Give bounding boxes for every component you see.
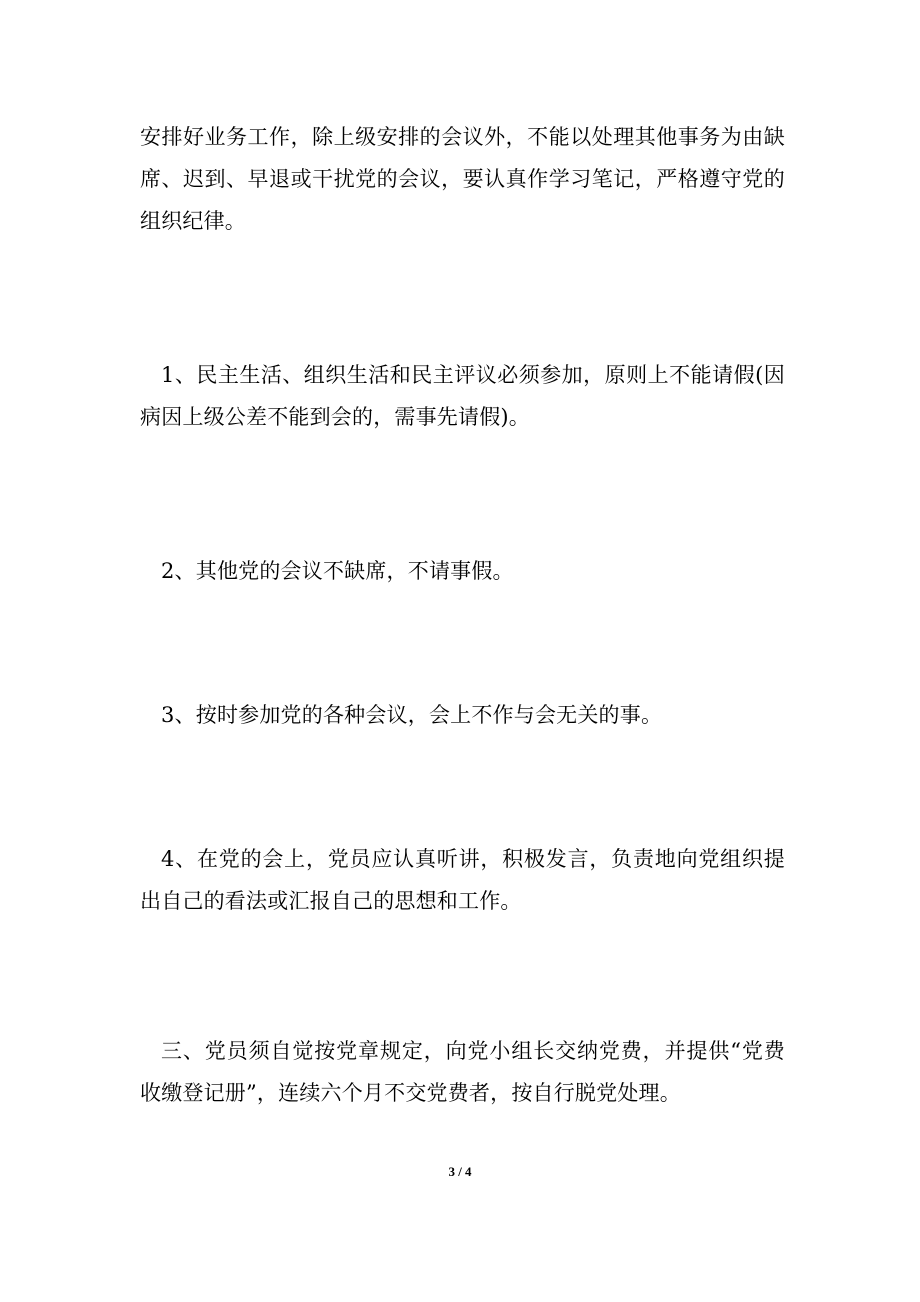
paragraph-item-4: 4、在党的会上，党员应认真听讲，积极发言，负责地向党组织提出自己的看法或汇报自己的思想和工作。	[140, 847, 785, 913]
paragraph-item-3: 3、按时参加党的各种会议，会上不作与会无关的事。	[161, 703, 663, 727]
paragraph-section-3-party-dues: 三、党员须自觉按党章规定，向党小组长交纳党费，并提供“党费收缴登记册”，连续六个月不交党费者，按自行脱党处理。	[140, 1039, 785, 1105]
paragraph-item-2: 2、其他党的会议不缺席，不请事假。	[161, 559, 514, 583]
page-number: 3 / 4	[448, 1164, 472, 1179]
paragraph-meeting-discipline: 安排好业务工作，除上级安排的会议外，不能以处理其他事务为由缺席、迟到、早退或干扰党的会议，要认真作学习笔记，严格遵守党的组织纪律。	[140, 125, 785, 233]
paragraph-item-1: 1、民主生活、组织生活和民主评议必须参加，原则上不能请假(因病因上级公差不能到会的，需事先请假)。	[140, 363, 785, 429]
